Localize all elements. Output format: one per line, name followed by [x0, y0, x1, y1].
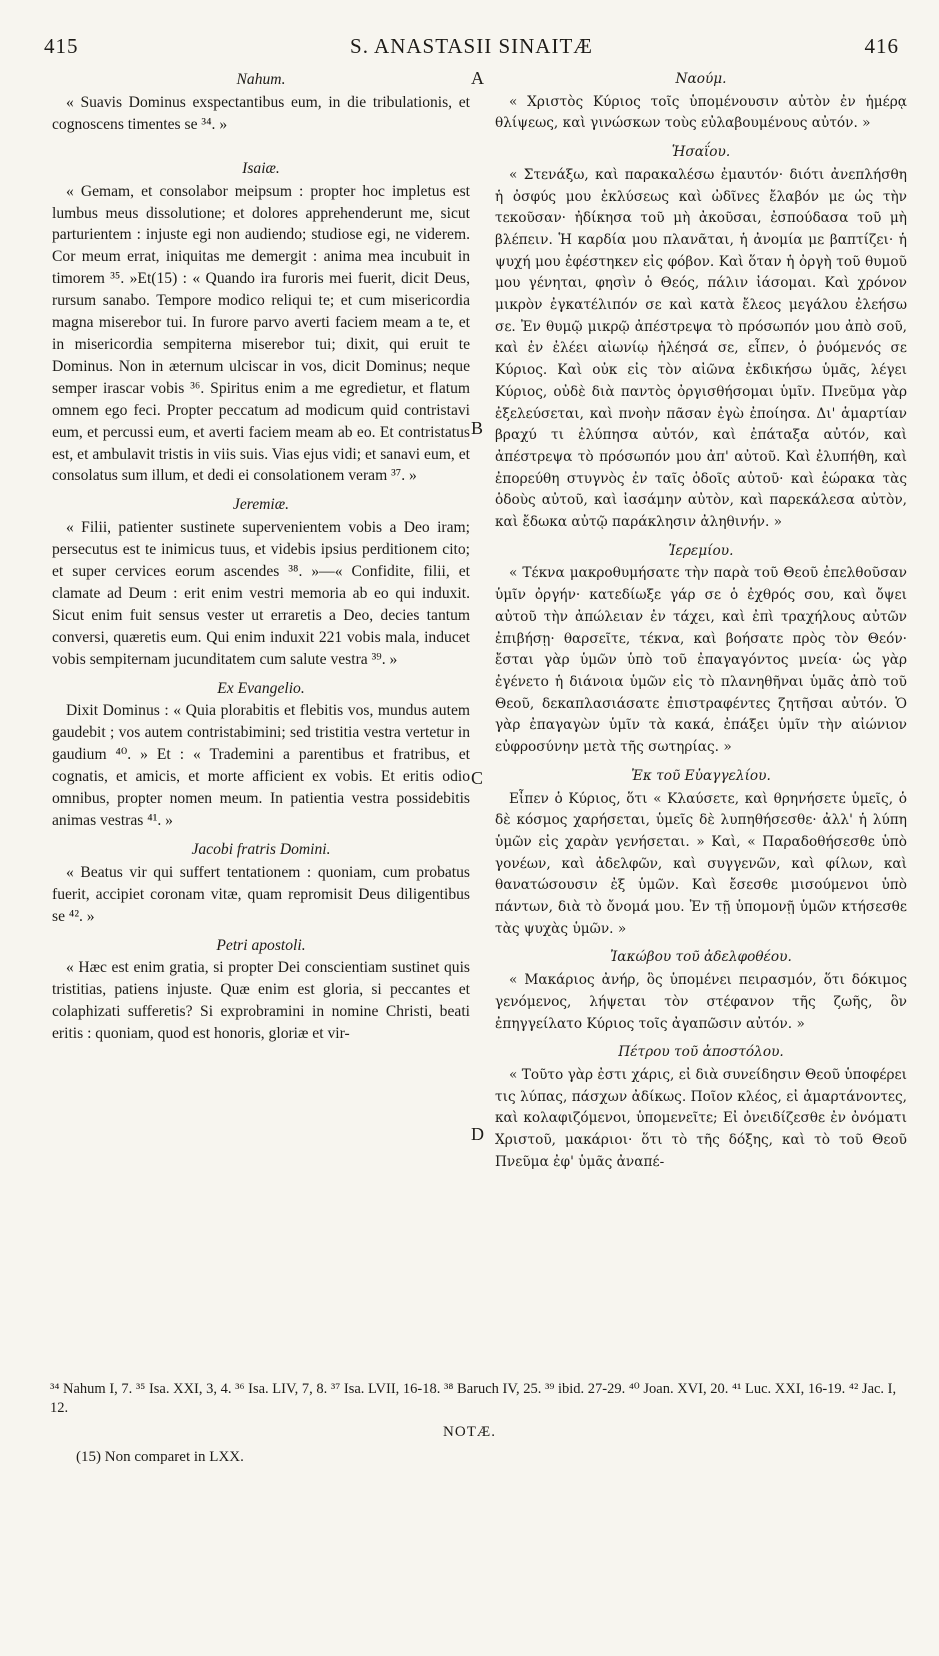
greek-section-naoum: [495, 69, 907, 135]
section-heading: Πέτρου τοῦ ἀποστόλου.: [618, 1044, 784, 1061]
latin-section-jacobi: [52, 839, 470, 928]
section-heading: Ναούμ.: [675, 71, 727, 87]
section-text: « Μακάριος ἀνήρ, ὃς ὑπομένει πειρασμόν, ὅτι δόκιμος γενόμενος, λήψεται τὸν στέφανον τῆς ζωῆς, ὃν ἐπηγγείλατο Κύριος τοῖς ἀγαπῶσιν αὐτόν. »: [495, 972, 907, 1032]
latin-section-petri: [52, 935, 470, 1046]
section-text: « Beatus vir qui suffert tentationem : quoniam, cum probatus fuerit, accipiet coronam vitæ, quam repromisit Deus diligentibus se ⁴². »: [52, 863, 470, 925]
latin-section-nahum: [52, 69, 470, 136]
section-heading: Petri apostoli.: [216, 936, 306, 954]
section-heading: Ἰακώβου τοῦ ἀδελφοθέου.: [610, 949, 792, 966]
running-title: S. ANASTASII SINAITÆ: [350, 34, 593, 58]
section-text: « Χριστὸς Κύριος τοῖς ὑπομένουσιν αὐτὸν ἐν ἡμέρᾳ θλίψεως, καὶ γινώσκων τοὺς εὐλαβουμένους αὐτόν. »: [495, 93, 907, 132]
section-text: Εἶπεν ὁ Κύριος, ὅτι « Κλαύσετε, καὶ θρηνήσετε ὑμεῖς, ὁ δὲ κόσμος χαρήσεται, ὑμεῖς δὲ λυπηθήσεσθε· ἀλλ' ἡ λύπη ὑμῶν εἰς χαρὰν γενήσεται. » Καὶ, « Παραδοθήσεσθε ὑπὸ γονέων, καὶ ἀδελφῶν, καὶ συγγενῶν, καὶ φίλων, καὶ θανατώσουσιν ἐξ ὑμῶν. Καὶ ἔσεσθε μισούμενοι ὑπὸ πάντων, διὰ τὸ ὄνομά μου. Ἐν τῇ ὑπομονῇ ὑμῶν κτήσεσθε τὰς ψυχὰς ὑμῶν. »: [495, 790, 907, 937]
margin-letter-a: A: [471, 68, 484, 88]
section-heading: Isaiæ.: [242, 159, 280, 177]
page-number-left: 415: [44, 34, 79, 58]
greek-section-petrou: [495, 1042, 907, 1173]
section-heading: Nahum.: [236, 71, 286, 88]
margin-letter-d: D: [471, 1124, 484, 1144]
section-heading: Ἐκ τοῦ Εὐαγγελίου.: [631, 767, 771, 784]
greek-section-euangeliou: [495, 766, 907, 941]
section-text: « Τοῦτο γὰρ ἐστι χάρις, εἰ διὰ συνείδησιν Θεοῦ ὑποφέρει τις λύπας, πάσχων ἀδίκως. Ποῖον κλέος, εἰ ἁμαρτάνοντες, καὶ κολαφιζόμενοι, ὑπομενεῖτε; Εἰ ὀνειδίζεσθε ἐν ὀνόματι Χριστοῦ, μακάριοι· ὅτι τὸ τῆς δόξης, καὶ τὸ τοῦ Θεοῦ Πνεῦμα ἐφ' ὑμᾶς ἀναπέ-: [495, 1066, 907, 1170]
section-text: « Filii, patienter sustinete supervenientem vobis a Deo iram; persecutus est te inimicus tuus, et videbis ipsius perditionem cito; et super cervices eorum ascendes ³⁸. »—« Confidite, filii, et clamate ad Deum : erit enim vestri memoria ab eo qui induxit. Sicut enim fuit sensus vester ut erraretis a Deo, decies tantum conversi, quæretis eum. Qui enim induxit 221 vobis mala, inducet vobis sempiternam jucunditatem cum salute vestra ³⁹. »: [52, 519, 470, 668]
section-heading: Ἱερεμίου.: [668, 542, 734, 559]
section-text: « Τέκνα μακροθυμήσατε τὴν παρὰ τοῦ Θεοῦ ἐπελθοῦσαν ὑμῖν ὀργήν· κατεδίωξε γάρ σε ὁ ἐχθρός σου, καὶ ὄψει αὐτοῦ τὴν ἀπώλειαν ἐν τάχει, καὶ ἐπὶ τραχήλους αὐτῶν ἐπιβήσῃ· θαρσεῖτε, τέκνα, καὶ βοήσατε πρὸς τὸν Θεόν· ἔσται γὰρ ὑμῶν ὑπὸ τοῦ ἐπαγαγόντος μνεία· ὡς γὰρ ἐγένετο ἡ διάνοια ὑμῶν εἰς τὸ πλανηθῆναι ὑμᾶς ἀπὸ τοῦ Θεοῦ, δεκαπλασιάσατε ἐπιστραφέντες ζητῆσαι αὐτόν. Ὁ γὰρ ἐπαγαγὼν ὑμῖν τὰ κακά, ἐπάξει ὑμῖν τὴν αἰώνιον εὐφροσύνην μετὰ τῆς σωτηρίας. »: [495, 565, 907, 756]
running-header: [44, 34, 899, 64]
latin-section-jeremiae: [52, 494, 470, 670]
section-text: Dixit Dominus : « Quia plorabitis et flebitis vos, mundus autem gaudebit ; vos autem contristabimini; sed tristitia vestra vertetur in gaudium ⁴⁰. » Et : « Trademini a parentibus et fratribus, et cognatis, et amicis, et morte afficient ex vobis. Et eritis odio omnibus, propter nomen meum. In patientia vestra possidebitis animas vestras ⁴¹. »: [52, 702, 470, 829]
greek-section-iakobou: [495, 947, 907, 1035]
notae-heading: NOTÆ.: [443, 1424, 496, 1440]
section-heading: Jacobi fratris Domini.: [191, 840, 331, 858]
page-number-right: 416: [864, 34, 899, 58]
section-text: « Hæc est enim gratia, si propter Dei conscientiam sustinet quis tristitias, patiens injuste. Quæ enim est gloria, si peccantes et colaphizati sufferetis? Si exprobramini in nomine Christi, beati eritis : quoniam, quod est honoris, gloriæ et vir-: [52, 959, 470, 1043]
section-heading: Ἡσαΐου.: [671, 144, 731, 161]
section-text: « Gemam, et consolabor meipsum : propter hoc impletus est lumbus meus dissolutione; et dolores apprehenderunt me, sicut parturientem : injuste egi non audiendo; studiose egi, ne viderem. Cor meum errat, iniquitas me demergit : anima mea incubuit in timorem ³⁵. »Et(15) : « Quando ira furoris mei fuerit, dicit Deus, rursum sanabo. Tempore modico reliqui te; et cum misericordia magna miserebor tui. In furore parvo averti faciem meam a te, et in misericordia sempiterna miserebor tui; dixit, qui eruit te Dominus. Non in æternum ulciscar in vos, dicit Dominus; neque semper irascar vobis ³⁶. Spiritus enim a me egredietur, et flatum omnem ego feci. Propter peccatum ad modicum quid contristavi eum, et percussi eum, et averti faciem meam ab eo. Et contristatus est, et ambulavit tristis in viis suis. Vias ejus vidi; et sanavi eum, et consolatus sum illum, et dedi ei consolationem veram ³⁷. »: [52, 182, 470, 485]
section-heading: Ex Evangelio.: [217, 679, 305, 697]
footnotes: ³⁴ Nahum I, 7. ³⁵ Isa. XXI, 3, 4. ³⁶ Isa. LIV, 7, 8. ³⁷ Isa. LVII, 16-18. ³⁸ Baruch IV, 25. ³⁹ ibid. 27-29. ⁴⁰ Joan. XVI, 20. ⁴¹ Luc. XXI, 16-19. ⁴² Jac. I, 12.: [50, 1381, 897, 1416]
greek-section-ieremiou: [495, 541, 907, 759]
section-heading: Jeremiæ.: [232, 496, 290, 514]
section-text: « Suavis Dominus exspectantibus eum, in die tribulationis, et cognoscens timentes se ³⁴. »: [52, 93, 470, 133]
margin-letter-c: C: [471, 768, 484, 788]
note-15: (15) Non comparet in LXX.: [76, 1449, 244, 1465]
latin-section-evangelio: [52, 678, 470, 832]
greek-section-hesaiou: [495, 142, 907, 534]
section-text: « Στενάξω, καὶ παρακαλέσω ἐμαυτόν· διότι ἀνεπλήσθη ἡ ὀσφύς μου ἐκλύσεως καὶ ὠδῖνες ἔλαβόν με ὡς τὴν τεκοῦσαν· ἠδίκησα τοῦ μὴ ἀκοῦσαι, ἐσπούδασα τοῦ μὴ βλέπειν. Ἡ καρδία μου πλανᾶται, ἡ ἀνομία με βαπτίζει· ἡ ψυχή μου ἐφέστηκεν εἰς φόβον. Καὶ ὅταν ἡ ὀργὴ τοῦ θυμοῦ μου γένηται, φησὶν ὁ Θεός, πάλιν ἰάσομαι. Καὶ χρόνον μικρὸν ἐγκατέλιπόν σε καὶ κατὰ ἔλεος μεγάλου ἐλεήσω σε. Ἐν θυμῷ μικρῷ ἀπέστρεψα τὸ πρόσωπόν μου ἀπὸ σοῦ, καὶ ἐν ἐλέει αἰωνίῳ ἠλέησά σε, εἶπεν, ὁ ῥυόμενός σε Κύριος. Καὶ οὐκ εἰς τὸν αἰῶνα ἐκδικήσω ὑμᾶς, λέγει Κύριος, οὐδὲ διὰ παντὸς ὀργισθήσομαι ὑμῖν. Πνεῦμα γὰρ ἐξελεύσεται, καὶ πνοὴν πᾶσαν ἐγὼ ἐποίησα. Δι' ἁμαρτίαν βραχύ τι ἐλύπησα αὐτόν, καὶ ἐπάταξα αὐτόν, καὶ ἀπέστρεψα τὸ πρόσωπόν μου ἀπ' αὐτοῦ. Καὶ ἐλυπήθη, καὶ ἐπορεύθη στυγνὸς ἐν ταῖς ὁδοῖς αὐτοῦ· καὶ ἑώρακα τὰς ὁδοὺς αὐτοῦ, καὶ ἰασάμην αὐτὸν, καὶ παρεκάλεσα αὐτὸν, καὶ ἔδωκα αὐτῷ παράκλησιν ἀληθινήν. »: [495, 166, 907, 531]
latin-section-isaiae: [52, 158, 470, 488]
margin-letter-b: B: [471, 418, 484, 438]
